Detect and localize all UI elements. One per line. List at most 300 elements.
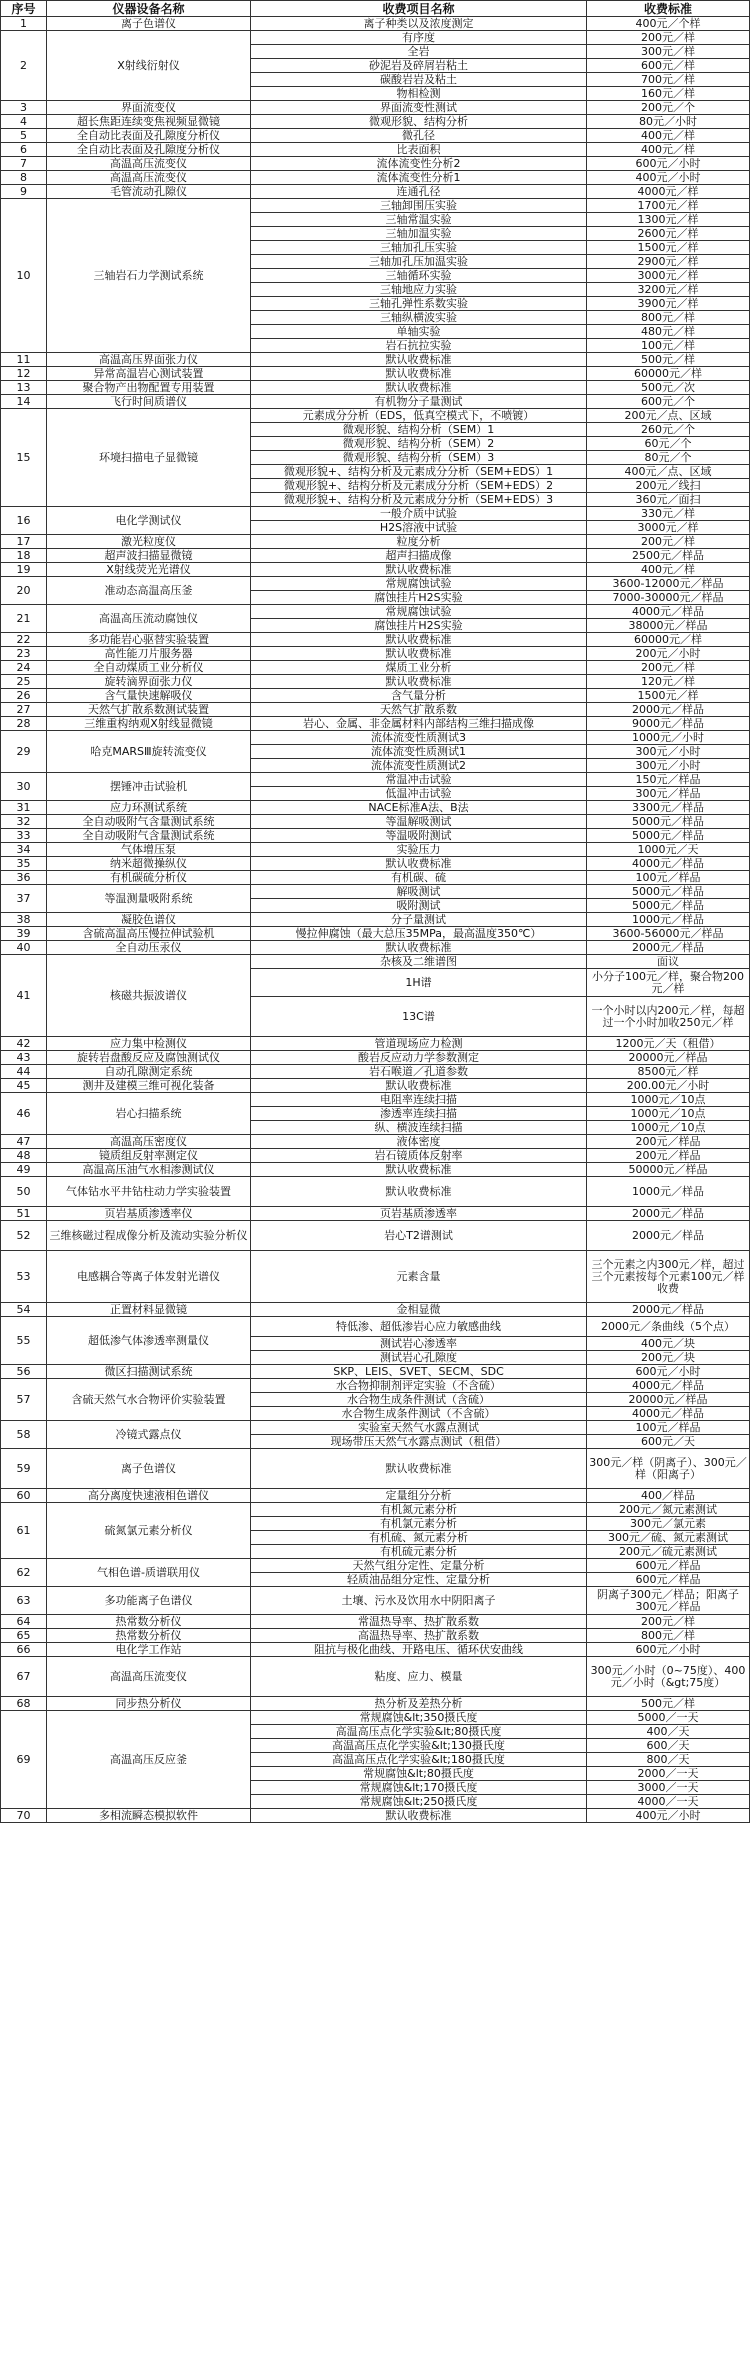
fee-price: 60元／个 [587,437,750,451]
row-number: 19 [1,563,47,577]
table-row [1,1503,750,1517]
fee-item: 砂泥岩及碎屑岩粘土 [251,59,587,73]
row-number: 58 [1,1421,47,1449]
fee-item: 微观形貌、结构分析（SEM）1 [251,423,587,437]
fee-price: 2500元／样品 [587,549,750,563]
instrument-name: 含气量快速解吸仪 [47,689,251,703]
instrument-name: 电化学工作站 [47,1643,251,1657]
instrument-name: 自动孔隙测定系统 [47,1065,251,1079]
fee-item: 三轴加温实验 [251,227,587,241]
instrument-name: 气体钻水平井钻柱动力学实验装置 [47,1177,251,1207]
fee-item: 三轴加孔压实验 [251,241,587,255]
fee-price: 3000／一天 [587,1781,750,1795]
fee-price: 3600-56000元／样品 [587,927,750,941]
instrument-name: 等温测量吸附系统 [47,885,251,913]
row-number: 57 [1,1379,47,1421]
row-number: 59 [1,1449,47,1489]
fee-price: 360元／面扫 [587,493,750,507]
fee-price: 4000元／样品 [587,1379,750,1393]
instrument-name: 含硫高温高压慢拉伸试验机 [47,927,251,941]
fee-price: 400／天 [587,1725,750,1739]
fee-item: 三轴孔弹性系数实验 [251,297,587,311]
fee-price: 300元／硫、氮元素测试 [587,1531,750,1545]
table-row [1,199,750,213]
fee-price: 1500元／样 [587,241,750,255]
instrument-name: 全自动煤质工业分析仪 [47,661,251,675]
fee-price: 200元／氮元素测试 [587,1503,750,1517]
fee-item: 默认收费标准 [251,857,587,871]
instrument-name: 应力集中检测仪 [47,1037,251,1051]
fee-price: 100元／样品 [587,871,750,885]
instrument-name: 气体增压泵 [47,843,251,857]
instrument-name: 应力环测试系统 [47,801,251,815]
instrument-name: 同步热分析仪 [47,1697,251,1711]
instrument-name: 有机碳硫分析仪 [47,871,251,885]
fee-price: 7000-30000元／样品 [587,591,750,605]
fee-item: 一般介质中试验 [251,507,587,521]
table-row [1,927,750,941]
table-row [1,395,750,409]
fee-item: 岩石喉道／孔道参数 [251,1065,587,1079]
fee-price: 5000元／样品 [587,899,750,913]
instrument-name: X射线荧光光谱仪 [47,563,251,577]
row-number: 29 [1,731,47,773]
fee-price: 300元／样 [587,45,750,59]
instrument-name: 全自动比表面及孔隙度分析仪 [47,143,251,157]
fee-item: 管道现场应力检测 [251,1037,587,1051]
row-number: 61 [1,1503,47,1559]
instrument-name: 纳米超微操纵仪 [47,857,251,871]
instrument-name: 高温高压油气水相渗测试仪 [47,1163,251,1177]
table-row [1,535,750,549]
row-number: 60 [1,1489,47,1503]
fee-item: 默认收费标准 [251,353,587,367]
fee-item: 常规腐蚀试验 [251,605,587,619]
fee-price: 400元／个样 [587,17,750,31]
fee-price: 500元／样 [587,353,750,367]
fee-price: 4000元／样品 [587,1407,750,1421]
instrument-name: 高性能刀片服务器 [47,647,251,661]
header-row [1,1,750,17]
instrument-name: 聚合物产出物配置专用装置 [47,381,251,395]
fee-price: 1200元／天（租借） [587,1037,750,1051]
fee-price: 3000元／样 [587,521,750,535]
fee-item: 实验压力 [251,843,587,857]
table-row [1,1629,750,1643]
table-row [1,1317,750,1337]
fee-price: 2000元／样品 [587,1207,750,1221]
fee-price: 80元／个 [587,451,750,465]
fee-price: 400元／样 [587,129,750,143]
instrument-name: 热常数分析仪 [47,1615,251,1629]
instrument-name: 高分离度快速液相色谱仪 [47,1489,251,1503]
instrument-name: 摆锤冲击试验机 [47,773,251,801]
fee-item: 吸附测试 [251,899,587,913]
fee-item: 微观形貌+、结构分析及元素成分分析（SEM+EDS）2 [251,479,587,493]
fee-price: 100元／样 [587,339,750,353]
table-row [1,1559,750,1573]
fee-price: 4000元／样品 [587,857,750,871]
fee-price: 2900元／样 [587,255,750,269]
fee-item: 13C谱 [251,997,587,1037]
instrument-name: 气相色谱-质谱联用仪 [47,1559,251,1587]
fee-item: 含气量分析 [251,689,587,703]
fee-price: 400元／小时 [587,171,750,185]
fee-price: 800元／样 [587,1629,750,1643]
fee-item: 等温吸附测试 [251,829,587,843]
fee-item: 有机硫、氮元素分析 [251,1531,587,1545]
fee-item: 元素含量 [251,1251,587,1303]
fee-price: 200.00元／小时 [587,1079,750,1093]
fee-item: 常规腐蚀&lt;170摄氏度 [251,1781,587,1795]
fee-price: 面议 [587,955,750,969]
row-number: 2 [1,31,47,101]
table-row [1,1489,750,1503]
table-row [1,815,750,829]
fee-price: 5000元／样品 [587,885,750,899]
fee-price: 1000元／小时 [587,731,750,745]
fee-item: 三轴加孔压加温实验 [251,255,587,269]
instrument-name: 毛管流动孔隙仪 [47,185,251,199]
instrument-name: 岩心扫描系统 [47,1093,251,1135]
row-number: 7 [1,157,47,171]
table-row [1,1093,750,1107]
fee-price: 400元／样 [587,563,750,577]
fee-item: 元素成分分析（EDS，低真空模式下，不喷镀） [251,409,587,423]
table-row [1,1365,750,1379]
fee-price: 200元／样品 [587,1135,750,1149]
row-number: 11 [1,353,47,367]
fee-item: 现场带压天然气水露点测试（租借） [251,1435,587,1449]
table-row [1,101,750,115]
table-row [1,1587,750,1615]
instrument-name: 冷镜式露点仪 [47,1421,251,1449]
instrument-name: 离子色谱仪 [47,1449,251,1489]
fee-price: 1000元／10点 [587,1107,750,1121]
table-row [1,143,750,157]
row-number: 32 [1,815,47,829]
instrument-name: 含硫天然气水合物评价实验装置 [47,1379,251,1421]
fee-item: 腐蚀挂片H2S实验 [251,591,587,605]
instrument-name: 旋转岩盘酸反应及腐蚀测试仪 [47,1051,251,1065]
table-row [1,885,750,899]
row-number: 47 [1,1135,47,1149]
fee-price: 600元／个 [587,395,750,409]
fee-item: SKP、LEIS、SVET、SECM、SDC [251,1365,587,1379]
table-row [1,843,750,857]
instrument-name: 全自动吸附气含量测试系统 [47,829,251,843]
fee-price: 50000元／样品 [587,1163,750,1177]
fee-item: 三轴纵横波实验 [251,311,587,325]
fee-item: 岩心T2谱测试 [251,1221,587,1251]
fee-price: 500元／样 [587,1697,750,1711]
fee-item: 碳酸岩岩及粘土 [251,73,587,87]
table-row [1,1449,750,1489]
fee-item: 界面流变性测试 [251,101,587,115]
row-number: 4 [1,115,47,129]
fee-price: 3200元／样 [587,283,750,297]
instrument-name: 页岩基质渗透率仪 [47,1207,251,1221]
fee-item: 液体密度 [251,1135,587,1149]
fee-price: 400元／块 [587,1337,750,1351]
table-row [1,381,750,395]
fee-item: 天然气组分定性、定量分析 [251,1559,587,1573]
fee-item: 慢拉伸腐蚀（最大总压35MPa，最高温度350℃） [251,927,587,941]
fee-price: 800／天 [587,1753,750,1767]
table-row [1,1421,750,1435]
row-number: 39 [1,927,47,941]
fee-item: 默认收费标准 [251,381,587,395]
instrument-name: 多相流瞬态模拟软件 [47,1809,251,1823]
instrument-name: 全自动比表面及孔隙度分析仪 [47,129,251,143]
instrument-name: 高温高压流变仪 [47,1657,251,1697]
table-row [1,507,750,521]
fee-price: 三个元素之内300元／样，超过三个元素按每个元素100元／样收费 [587,1251,750,1303]
row-number: 49 [1,1163,47,1177]
fee-item: 高温热导率、热扩散系数 [251,1629,587,1643]
fee-price: 3300元／样品 [587,801,750,815]
fee-item: 默认收费标准 [251,367,587,381]
row-number: 15 [1,409,47,507]
row-number: 8 [1,171,47,185]
fee-price: 100元／样品 [587,1421,750,1435]
fee-item: 杂核及二维谱图 [251,955,587,969]
fee-price: 600元／小时 [587,157,750,171]
table-body [1,17,750,1823]
table-row [1,717,750,731]
fee-item: 常温冲击试验 [251,773,587,787]
fee-price: 600元／小时 [587,1365,750,1379]
table-row [1,1177,750,1207]
table-row [1,1207,750,1221]
row-number: 50 [1,1177,47,1207]
fee-item: 岩石抗拉实验 [251,339,587,353]
table-row [1,1711,750,1725]
row-number: 41 [1,955,47,1037]
fee-item: 默认收费标准 [251,1809,587,1823]
table-row [1,1643,750,1657]
instrument-name: X射线衍射仪 [47,31,251,101]
fee-item: 低温冲击试验 [251,787,587,801]
instrument-name: 核磁共振波谱仪 [47,955,251,1037]
fee-item: 纵、横波连续扫描 [251,1121,587,1135]
row-number: 1 [1,17,47,31]
row-number: 54 [1,1303,47,1317]
fee-price: 600元／样 [587,59,750,73]
fee-item: 测试岩心渗透率 [251,1337,587,1351]
fee-price: 20000元／样品 [587,1051,750,1065]
fee-item: 默认收费标准 [251,1449,587,1489]
fee-item: 离子种类以及浓度测定 [251,17,587,31]
fee-item: 有机物分子量测试 [251,395,587,409]
table-row [1,171,750,185]
fee-price: 38000元／样品 [587,619,750,633]
row-number: 17 [1,535,47,549]
fee-price: 5000元／样品 [587,815,750,829]
fee-price: 2000元／条曲线（5个点） [587,1317,750,1337]
row-number: 12 [1,367,47,381]
fee-price: 150元／样品 [587,773,750,787]
header-instrument: 仪器设备名称 [47,1,251,17]
fee-price: 9000元／样品 [587,717,750,731]
fee-item: 解吸测试 [251,885,587,899]
table-row [1,1149,750,1163]
row-number: 23 [1,647,47,661]
instrument-name: 三轴岩石力学测试系统 [47,199,251,353]
instrument-name: 电感耦合等离子体发射光谱仪 [47,1251,251,1303]
fee-item: 物相检测 [251,87,587,101]
fee-price: 200元／块 [587,1351,750,1365]
fee-price: 200元／个 [587,101,750,115]
fee-price: 700元／样 [587,73,750,87]
fee-item: 定量组分分析 [251,1489,587,1503]
fee-item: 默认收费标准 [251,1177,587,1207]
table-row [1,703,750,717]
fee-item: 1H谱 [251,969,587,997]
fee-price: 2000元／样品 [587,1221,750,1251]
fee-price: 160元／样 [587,87,750,101]
fee-price: 200元／样 [587,31,750,45]
fee-item: 有机氯元素分析 [251,1517,587,1531]
table-row [1,1135,750,1149]
row-number: 66 [1,1643,47,1657]
fee-price: 1000元／10点 [587,1093,750,1107]
fee-item: 微孔径 [251,129,587,143]
row-number: 52 [1,1221,47,1251]
fee-item: 流体流变性分析1 [251,171,587,185]
fee-item: 水合物生成条件测试（不含硫） [251,1407,587,1421]
fee-item: 常规腐蚀&lt;350摄氏度 [251,1711,587,1725]
fee-price: 2000／一天 [587,1767,750,1781]
fee-item: H2S溶液中试验 [251,521,587,535]
row-number: 34 [1,843,47,857]
table-row [1,157,750,171]
instrument-name: 环境扫描电子显微镜 [47,409,251,507]
row-number: 31 [1,801,47,815]
fee-price: 200元／样 [587,535,750,549]
fee-item: 等温解吸测试 [251,815,587,829]
table-row [1,1615,750,1629]
table-row [1,129,750,143]
fee-price: 2600元／样 [587,227,750,241]
fee-price: 600元／样品 [587,1559,750,1573]
row-number: 44 [1,1065,47,1079]
fee-price: 200元／小时 [587,647,750,661]
fee-item: 三轴常温实验 [251,213,587,227]
fee-price: 1000元／样品 [587,1177,750,1207]
row-number: 56 [1,1365,47,1379]
fee-price: 1000元／样品 [587,913,750,927]
fee-item: 流体流变性分析2 [251,157,587,171]
fee-price: 500元／次 [587,381,750,395]
fee-price: 2000元／样品 [587,703,750,717]
table-row [1,1379,750,1393]
fee-price: 200元／线扫 [587,479,750,493]
fee-item: 微观形貌、结构分析 [251,115,587,129]
fee-price: 480元／样 [587,325,750,339]
fee-item: 阻抗与极化曲线、开路电压、循环伏安曲线 [251,1643,587,1657]
fee-item: 三轴卸围压实验 [251,199,587,213]
instrument-name: 高温高压流动腐蚀仪 [47,605,251,633]
fee-price: 400元／样 [587,143,750,157]
fee-item: 常规腐蚀&lt;250摄氏度 [251,1795,587,1809]
fee-price: 8500元／样 [587,1065,750,1079]
table-row [1,31,750,45]
row-number: 22 [1,633,47,647]
table-row [1,1697,750,1711]
fee-item: 特低渗、超低渗岩心应力敏感曲线 [251,1317,587,1337]
fee-item: 岩心、金属、非金属材料内部结构三维扫描成像 [251,717,587,731]
table-row [1,633,750,647]
row-number: 46 [1,1093,47,1135]
instrument-name: 哈克MARSⅢ旋转流变仪 [47,731,251,773]
fee-price: 80元／小时 [587,115,750,129]
fee-price: 600元／天 [587,1435,750,1449]
instrument-name: 异常高温岩心测试装置 [47,367,251,381]
instrument-name: 高温高压密度仪 [47,1135,251,1149]
fee-item: 有机硫元素分析 [251,1545,587,1559]
table-row [1,1221,750,1251]
row-number: 65 [1,1629,47,1643]
fee-price: 1700元／样 [587,199,750,213]
table-row [1,801,750,815]
fee-item: 常规腐蚀试验 [251,577,587,591]
row-number: 24 [1,661,47,675]
fee-price: 120元／样 [587,675,750,689]
table-row [1,1079,750,1093]
row-number: 26 [1,689,47,703]
row-number: 48 [1,1149,47,1163]
row-number: 3 [1,101,47,115]
row-number: 33 [1,829,47,843]
instrument-name: 镜质组反射率测定仪 [47,1149,251,1163]
instrument-name: 多功能岩心驱替实验装置 [47,633,251,647]
table-row [1,1163,750,1177]
table-row [1,913,750,927]
header-no: 序号 [1,1,47,17]
row-number: 18 [1,549,47,563]
instrument-name: 正置材料显微镜 [47,1303,251,1317]
row-number: 35 [1,857,47,871]
table-row [1,367,750,381]
instrument-name: 旋转滴界面张力仪 [47,675,251,689]
fee-item: 默认收费标准 [251,563,587,577]
instrument-name: 高温高压流变仪 [47,157,251,171]
row-number: 43 [1,1051,47,1065]
row-number: 5 [1,129,47,143]
fee-item: 有序度 [251,31,587,45]
table-row [1,871,750,885]
fee-item: 粒度分析 [251,535,587,549]
row-number: 40 [1,941,47,955]
fee-item: 微观形貌、结构分析（SEM）3 [251,451,587,465]
table-row [1,1303,750,1317]
fee-price: 200元／硫元素测试 [587,1545,750,1559]
fee-price: 2000元／样品 [587,1303,750,1317]
table-row [1,353,750,367]
row-number: 53 [1,1251,47,1303]
fee-price: 小分子100元／样，聚合物200元／样 [587,969,750,997]
fee-price: 4000元／样品 [587,605,750,619]
fee-item: 常规腐蚀&lt;80摄氏度 [251,1767,587,1781]
fee-price: 200元／样 [587,1615,750,1629]
table-row [1,647,750,661]
row-number: 45 [1,1079,47,1093]
table-row [1,605,750,619]
row-number: 37 [1,885,47,913]
row-number: 64 [1,1615,47,1629]
row-number: 10 [1,199,47,353]
